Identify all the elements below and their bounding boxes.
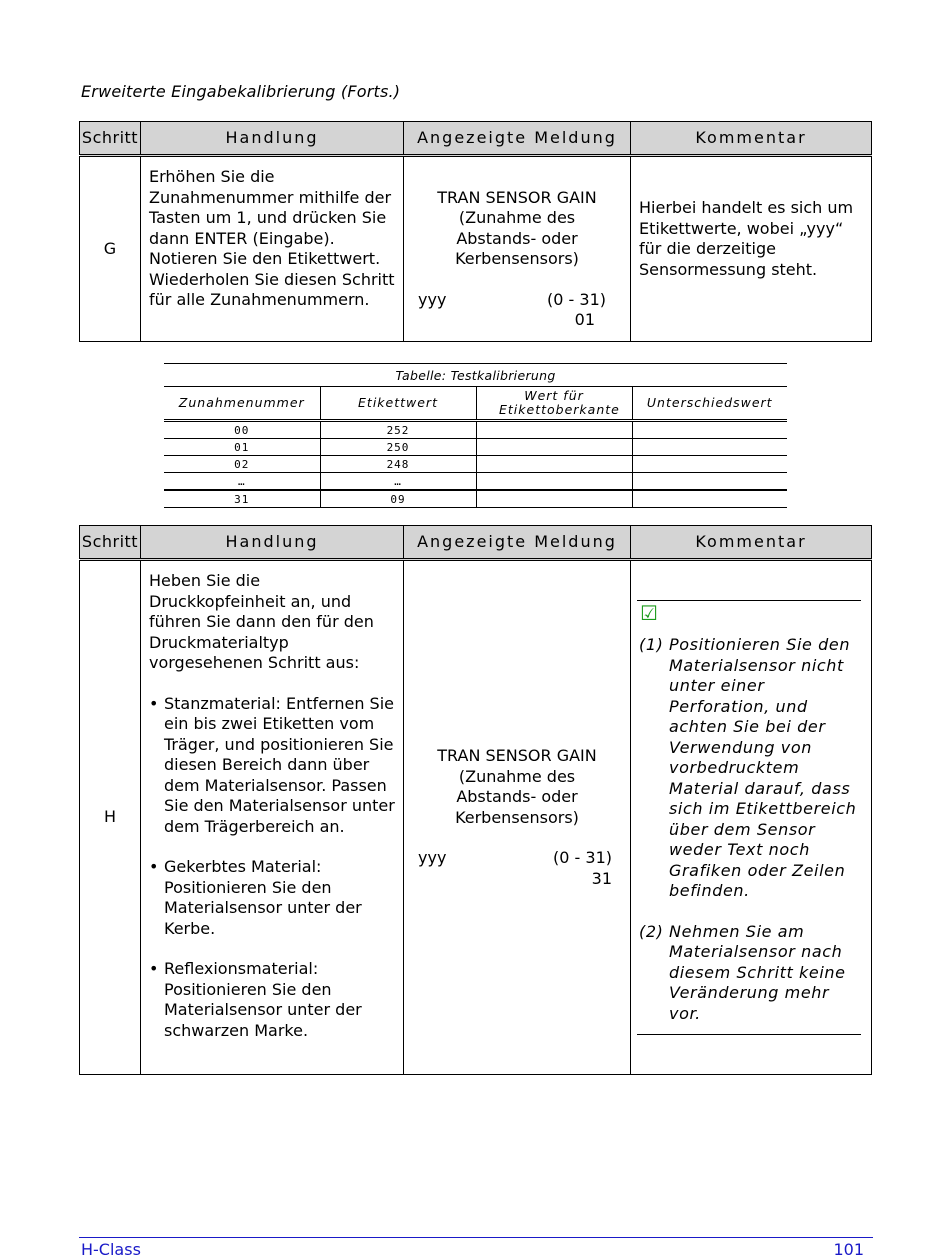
message-value: 31 [591, 868, 612, 888]
table-row [164, 439, 787, 456]
list-item: • Gekerbtes Material: Positionieren Sie den Materialsensor unter der Kerbe. [149, 857, 395, 939]
step-label: G [80, 156, 141, 342]
cell: 31 [164, 490, 320, 508]
calibration-table [164, 363, 787, 508]
table-row [80, 560, 872, 1075]
table-row [164, 421, 787, 439]
table-header-row [80, 526, 872, 560]
list-item: • Reflexionsmaterial: Positionieren Sie den Materialsensor unter der schwarzen Marke. [149, 959, 395, 1041]
header-action: Handlung [141, 122, 404, 156]
cell: 09 [320, 490, 476, 508]
header-step: Schritt [80, 526, 141, 560]
calibration-header: Zunahmenummer [164, 387, 320, 421]
note-divider-bottom [637, 1034, 861, 1035]
calibration-header-row [164, 387, 787, 421]
calibration-caption-row [164, 364, 787, 387]
message-line: Kerbensensors) [455, 807, 579, 827]
cell: 248 [320, 456, 476, 473]
cell: 250 [320, 439, 476, 456]
step-comment [631, 156, 872, 342]
step-label: H [80, 560, 141, 1075]
list-item: • Stanzmaterial: Entfernen Sie ein bis zwei Etiketten vom Träger, und positionieren Sie diesen Bereich dann über dem Materialsensor. Passen Sie den Materialsensor unter dem Trägerbereich an. [149, 694, 395, 838]
action-bullet-list [149, 694, 395, 1042]
message-line: (Zunahme des [458, 766, 576, 786]
cell [632, 439, 787, 456]
footer-page-number: 101 [833, 1240, 864, 1259]
calibration-header [476, 387, 632, 421]
message-readout [404, 848, 630, 869]
note-divider-top [637, 600, 861, 601]
header-message: Angezeigte Meldung [404, 122, 631, 156]
note-item [639, 922, 865, 1025]
table-row [164, 473, 787, 491]
cell: 00 [164, 421, 320, 439]
cell [476, 421, 632, 439]
cell [632, 473, 787, 491]
cell [632, 490, 787, 508]
message-readout [404, 290, 630, 311]
note-number: (2) [639, 921, 664, 941]
checkmark-note-icon: ☑ [640, 601, 658, 625]
cell: 02 [164, 456, 320, 473]
header-step: Schritt [80, 122, 141, 156]
cell [632, 421, 787, 439]
note-item [639, 635, 865, 902]
section-title: Erweiterte Eingabekalibrierung (Forts.) [81, 82, 401, 101]
note-text: Positionieren Sie den Materialsensor nicht unter einer Perforation, und achten Sie bei der Verwendung von vorbedrucktem Material darauf, dass sich im Etikettbereich über dem Sensor weder Text noch Grafiken oder Zeilen befinden. [669, 635, 857, 900]
table-header-row [80, 122, 872, 156]
message-yyy: yyy [418, 289, 447, 309]
note-text: Nehmen Sie am Materialsensor nach diesem Schritt keine Veränderung mehr vor. [669, 921, 846, 1023]
comment-text: Hierbei handelt es sich um Etikettwerte, wobei „yyy“ für die derzeitige Sensormessung steht. [639, 198, 854, 279]
calibration-header: Etikettwert [320, 387, 476, 421]
footer-divider [79, 1237, 873, 1238]
cell [476, 490, 632, 508]
cell: … [164, 473, 320, 491]
step-message [404, 560, 631, 1075]
message-line: Kerbensensors) [455, 249, 579, 268]
step-action [141, 560, 404, 1075]
footer-product-name: H-Class [81, 1240, 141, 1259]
cell [476, 473, 632, 491]
cell: … [320, 473, 476, 491]
cell: 252 [320, 421, 476, 439]
table-row [164, 490, 787, 508]
message-line: TRAN SENSOR GAIN [437, 746, 597, 765]
step-table-h [79, 525, 872, 1075]
table-row [80, 156, 872, 342]
note-box [639, 600, 865, 1035]
message-line: Abstands- oder [456, 787, 578, 806]
step-message [404, 156, 631, 342]
message-block [437, 746, 596, 828]
action-text: Erhöhen Sie die Zunahmenummer mithilfe der Tasten um 1, und drücken Sie dann ENTER (Eingabe). Notieren Sie den Etikettwert. Wiederholen Sie diesen Schritt für alle Zunahmenummern. [149, 167, 395, 309]
calibration-header: Unterschiedswert [632, 387, 787, 421]
header-message: Angezeigte Meldung [404, 526, 631, 560]
action-intro: Heben Sie die Druckkopfeinheit an, und führen Sie dann den für den Druckmaterialtyp vorgesehenen Schritt aus: [149, 571, 374, 672]
header-comment: Kommentar [631, 122, 872, 156]
message-range: (0 - 31) [553, 848, 612, 867]
message-line: (Zunahme des [458, 208, 576, 227]
message-line: Abstands- oder [456, 228, 578, 248]
table-row [164, 456, 787, 473]
header-action: Handlung [141, 526, 404, 560]
cell: 01 [164, 439, 320, 456]
cell [632, 456, 787, 473]
message-range: (0 - 31) [547, 289, 606, 309]
note-number: (1) [639, 635, 664, 654]
calibration-caption: Tabelle: Testkalibrierung [164, 364, 787, 387]
step-action [141, 156, 404, 342]
header-comment: Kommentar [631, 526, 872, 560]
step-table-g [79, 121, 872, 342]
message-value: 01 [574, 310, 595, 329]
message-line: TRAN SENSOR GAIN [437, 187, 597, 207]
message-yyy: yyy [418, 848, 447, 867]
cell [476, 456, 632, 473]
step-comment [631, 560, 872, 1075]
cell [476, 439, 632, 456]
message-block [437, 188, 596, 270]
calibration-header-text: Wert für Etikettoberkante [499, 388, 620, 417]
